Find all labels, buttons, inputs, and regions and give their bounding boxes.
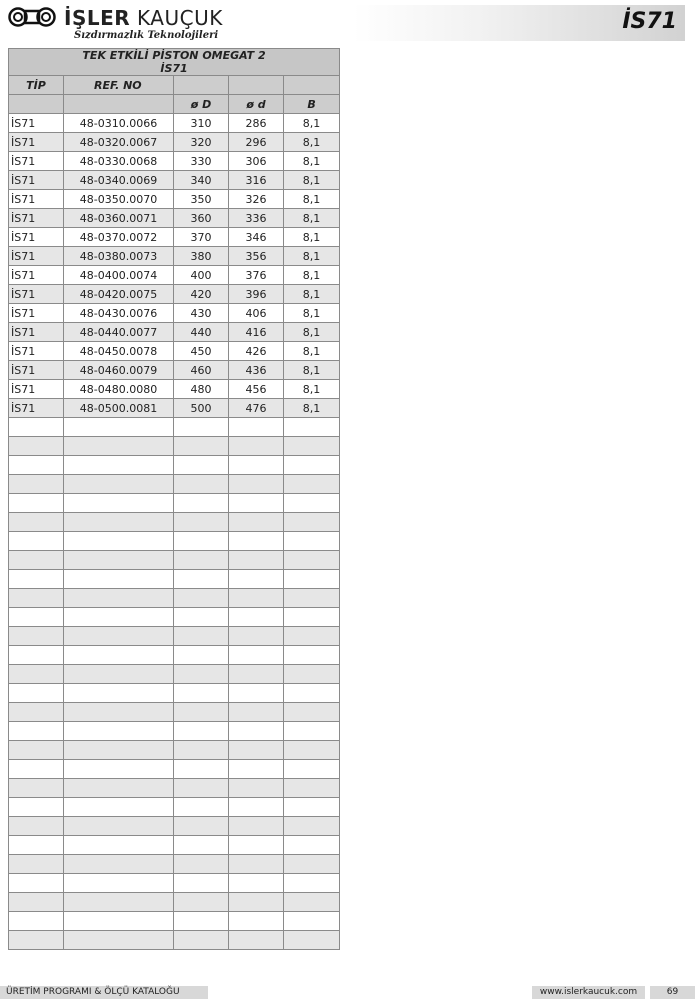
cell-tip [9,513,64,532]
cell-d: 416 [229,323,284,342]
cell-ref [64,551,174,570]
cell-tip [9,760,64,779]
table-row-empty [9,760,340,779]
cell-d [174,646,229,665]
cell-d [174,494,229,513]
cell-b [284,589,340,608]
cell-ref [64,874,174,893]
cell-b [284,475,340,494]
cell-ref [64,494,174,513]
cell-ref [64,893,174,912]
cell-d: 340 [174,171,229,190]
cell-ref [64,912,174,931]
cell-ref [64,741,174,760]
cell-d [229,665,284,684]
cell-ref [64,665,174,684]
cell-ref: 48-0330.0068 [64,152,174,171]
cell-b: 8,1 [284,285,340,304]
cell-d: 400 [174,266,229,285]
cell-d [229,874,284,893]
cell-d: 370 [174,228,229,247]
col-header-ref: REF. NO [64,76,174,95]
cell-d: 476 [229,399,284,418]
cell-tip: İS71 [9,361,64,380]
brand-name: İŞLER KAUÇUK [64,6,223,30]
cell-b [284,437,340,456]
cell-d [229,836,284,855]
cell-tip [9,855,64,874]
cell-d [229,494,284,513]
cell-tip [9,418,64,437]
cell-b [284,722,340,741]
cell-b [284,665,340,684]
col-header-tip: TİP [9,76,64,95]
cell-d: 440 [174,323,229,342]
cell-b: 8,1 [284,342,340,361]
cell-ref [64,570,174,589]
cell-ref: 48-0350.0070 [64,190,174,209]
table-row-empty [9,418,340,437]
cell-d [229,456,284,475]
cell-b [284,684,340,703]
cell-ref [64,608,174,627]
cell-d [174,475,229,494]
cell-d: 430 [174,304,229,323]
cell-d [229,570,284,589]
cell-b [284,741,340,760]
cell-b [284,646,340,665]
cell-ref [64,760,174,779]
cell-d: 396 [229,285,284,304]
cell-d [229,475,284,494]
cell-d [174,779,229,798]
cell-tip [9,684,64,703]
cell-b: 8,1 [284,304,340,323]
cell-d [229,437,284,456]
cell-d: 436 [229,361,284,380]
table-row-empty [9,646,340,665]
cell-d: 356 [229,247,284,266]
cell-d: 296 [229,133,284,152]
cell-ref [64,589,174,608]
cell-ref: 48-0450.0078 [64,342,174,361]
cell-d [174,627,229,646]
table-row-empty [9,836,340,855]
cell-ref: 48-0440.0077 [64,323,174,342]
cell-ref [64,855,174,874]
table-title-row [9,49,340,76]
cell-d [229,418,284,437]
product-code-banner [353,5,685,41]
cell-ref: 48-0430.0076 [64,304,174,323]
cell-tip [9,665,64,684]
cell-tip [9,646,64,665]
cell-d: 286 [229,114,284,133]
cell-d [174,836,229,855]
cell-d [174,703,229,722]
cell-b [284,760,340,779]
cell-tip: İS71 [9,228,64,247]
cell-tip: İS71 [9,399,64,418]
cell-ref: 48-0380.0073 [64,247,174,266]
table-row-empty [9,570,340,589]
col-header-outer-diameter: ø D [174,95,229,114]
cell-ref: 48-0420.0075 [64,285,174,304]
cell-tip: İS71 [9,133,64,152]
table-row-empty [9,703,340,722]
cell-d: 456 [229,380,284,399]
cell-tip [9,494,64,513]
cell-d [229,684,284,703]
table-row-empty [9,779,340,798]
cell-ref [64,722,174,741]
cell-d: 326 [229,190,284,209]
cell-d: 500 [174,399,229,418]
cell-d: 360 [174,209,229,228]
cell-b [284,570,340,589]
cell-d: 320 [174,133,229,152]
footer-website-link[interactable]: www.islerkaucuk.com [532,986,645,999]
cell-d [229,532,284,551]
cell-d [229,779,284,798]
cell-b: 8,1 [284,323,340,342]
cell-b: 8,1 [284,209,340,228]
table-row [9,228,340,247]
cell-b [284,912,340,931]
table-row-empty [9,817,340,836]
table-row [9,190,340,209]
cell-tip: İS71 [9,190,64,209]
cell-d [174,418,229,437]
cell-ref [64,418,174,437]
cell-tip: İS71 [9,342,64,361]
cell-ref [64,475,174,494]
cell-d [174,874,229,893]
table-row-empty [9,456,340,475]
cell-d [229,931,284,950]
cell-b [284,627,340,646]
cell-ref: 48-0360.0071 [64,209,174,228]
cell-d: 306 [229,152,284,171]
brand-tagline: Sızdırmazlık Teknolojileri [74,30,219,41]
table-subheader-row [9,95,340,114]
table-row-empty [9,437,340,456]
cell-d: 450 [174,342,229,361]
cell-b: 8,1 [284,133,340,152]
cell-tip: İS71 [9,114,64,133]
cell-tip [9,741,64,760]
cell-b [284,798,340,817]
table-row [9,171,340,190]
cell-b: 8,1 [284,399,340,418]
cell-b: 8,1 [284,114,340,133]
cell-b [284,703,340,722]
table-row-empty [9,608,340,627]
cell-ref: 48-0370.0072 [64,228,174,247]
table-row [9,304,340,323]
cell-d [174,912,229,931]
cell-b [284,551,340,570]
cell-d: 460 [174,361,229,380]
table-row-empty [9,684,340,703]
table-row-empty [9,627,340,646]
cell-b: 8,1 [284,361,340,380]
cell-d: 316 [229,171,284,190]
cell-b [284,456,340,475]
cell-d: 310 [174,114,229,133]
cell-d [174,437,229,456]
cell-tip: İS71 [9,247,64,266]
cell-d: 480 [174,380,229,399]
cell-d [229,608,284,627]
cell-d [174,893,229,912]
table-row-empty [9,893,340,912]
cell-d [229,551,284,570]
cell-tip [9,874,64,893]
table-row [9,247,340,266]
table-row [9,285,340,304]
table-row-empty [9,912,340,931]
cell-d [229,513,284,532]
cell-tip [9,532,64,551]
cell-b: 8,1 [284,380,340,399]
table-row [9,266,340,285]
cell-d [174,456,229,475]
cell-tip [9,475,64,494]
cell-d: 376 [229,266,284,285]
cell-d [229,893,284,912]
table-row-empty [9,855,340,874]
cell-ref: 48-0340.0069 [64,171,174,190]
cell-ref [64,703,174,722]
table-row [9,399,340,418]
table-row [9,361,340,380]
cell-d [229,817,284,836]
table-row-empty [9,589,340,608]
cell-b [284,513,340,532]
cell-d [174,722,229,741]
cell-b [284,779,340,798]
table-row-empty [9,665,340,684]
cell-tip [9,722,64,741]
cell-tip [9,589,64,608]
cell-d [229,589,284,608]
cell-d: 330 [174,152,229,171]
cell-d [174,551,229,570]
table-row-empty [9,494,340,513]
cell-d: 380 [174,247,229,266]
table-row-empty [9,931,340,950]
cell-d [174,570,229,589]
cell-d [174,817,229,836]
cell-b [284,893,340,912]
cell-tip: İS71 [9,152,64,171]
table-row [9,209,340,228]
cell-tip [9,912,64,931]
cell-b [284,418,340,437]
cell-b: 8,1 [284,171,340,190]
cell-d: 426 [229,342,284,361]
cell-d [174,608,229,627]
table-row-empty [9,475,340,494]
cell-b [284,855,340,874]
cell-ref [64,684,174,703]
cell-ref [64,836,174,855]
cell-ref [64,437,174,456]
cell-d [229,760,284,779]
cell-d [174,532,229,551]
table-row-empty [9,874,340,893]
cell-tip: İS71 [9,304,64,323]
cell-tip [9,627,64,646]
cell-d [174,665,229,684]
cell-ref [64,798,174,817]
cell-tip [9,703,64,722]
cell-d [174,931,229,950]
table-row-empty [9,532,340,551]
cell-d: 420 [174,285,229,304]
cell-d [174,741,229,760]
cell-tip: İS71 [9,171,64,190]
cell-ref: 48-0480.0080 [64,380,174,399]
cell-b [284,532,340,551]
cell-ref [64,627,174,646]
cell-d [229,912,284,931]
cell-b [284,836,340,855]
cell-d [174,589,229,608]
cell-tip [9,779,64,798]
cell-d [229,855,284,874]
company-logo [8,4,223,44]
cell-b: 8,1 [284,190,340,209]
col-header-inner-diameter: ø d [229,95,284,114]
cell-ref: 48-0320.0067 [64,133,174,152]
cell-tip: İS71 [9,323,64,342]
table-header-row [9,76,340,95]
table-row-empty [9,551,340,570]
table-row [9,342,340,361]
cell-b [284,931,340,950]
cell-d [229,741,284,760]
cell-b [284,608,340,627]
dimensions-table [8,48,340,950]
cell-d [174,798,229,817]
cell-tip [9,437,64,456]
cell-d [174,684,229,703]
cell-b: 8,1 [284,228,340,247]
footer-catalog-label: ÜRETİM PROGRAMI & ÖLÇÜ KATALOĞU [0,986,208,999]
cell-d [229,627,284,646]
cell-ref [64,456,174,475]
table-row [9,323,340,342]
cell-tip [9,931,64,950]
product-code: İS71 [622,9,677,34]
logo-rings-icon [8,6,58,28]
page-number: 69 [650,986,695,999]
cell-tip: İS71 [9,266,64,285]
table-row-empty [9,798,340,817]
cell-tip [9,608,64,627]
cell-ref: 48-0310.0066 [64,114,174,133]
cell-d: 406 [229,304,284,323]
cell-b: 8,1 [284,152,340,171]
col-header-width: B [284,95,340,114]
cell-ref [64,817,174,836]
cell-ref [64,931,174,950]
cell-ref [64,513,174,532]
cell-d [229,722,284,741]
cell-tip [9,570,64,589]
cell-d [174,855,229,874]
table-title: TEK ETKİLİ PİSTON OMEGAT 2 İS71 [9,49,340,76]
table-row-empty [9,722,340,741]
cell-tip: İS71 [9,380,64,399]
cell-d [174,760,229,779]
cell-tip [9,551,64,570]
table-row-empty [9,741,340,760]
cell-b [284,817,340,836]
cell-tip [9,836,64,855]
cell-tip [9,817,64,836]
cell-tip [9,798,64,817]
table-row [9,152,340,171]
table-row [9,380,340,399]
cell-ref: 48-0500.0081 [64,399,174,418]
cell-b: 8,1 [284,247,340,266]
cell-tip: İS71 [9,209,64,228]
cell-d [229,646,284,665]
table-row [9,133,340,152]
table-row [9,114,340,133]
cell-ref: 48-0400.0074 [64,266,174,285]
cell-d: 336 [229,209,284,228]
cell-ref [64,646,174,665]
cell-d [229,798,284,817]
cell-d: 350 [174,190,229,209]
cell-d [229,703,284,722]
cell-b [284,494,340,513]
cell-tip: İS71 [9,285,64,304]
cell-d: 346 [229,228,284,247]
table-row-empty [9,513,340,532]
cell-ref: 48-0460.0079 [64,361,174,380]
cell-ref [64,532,174,551]
cell-tip [9,893,64,912]
cell-b: 8,1 [284,266,340,285]
cell-ref [64,779,174,798]
cell-tip [9,456,64,475]
cell-b [284,874,340,893]
cell-d [174,513,229,532]
